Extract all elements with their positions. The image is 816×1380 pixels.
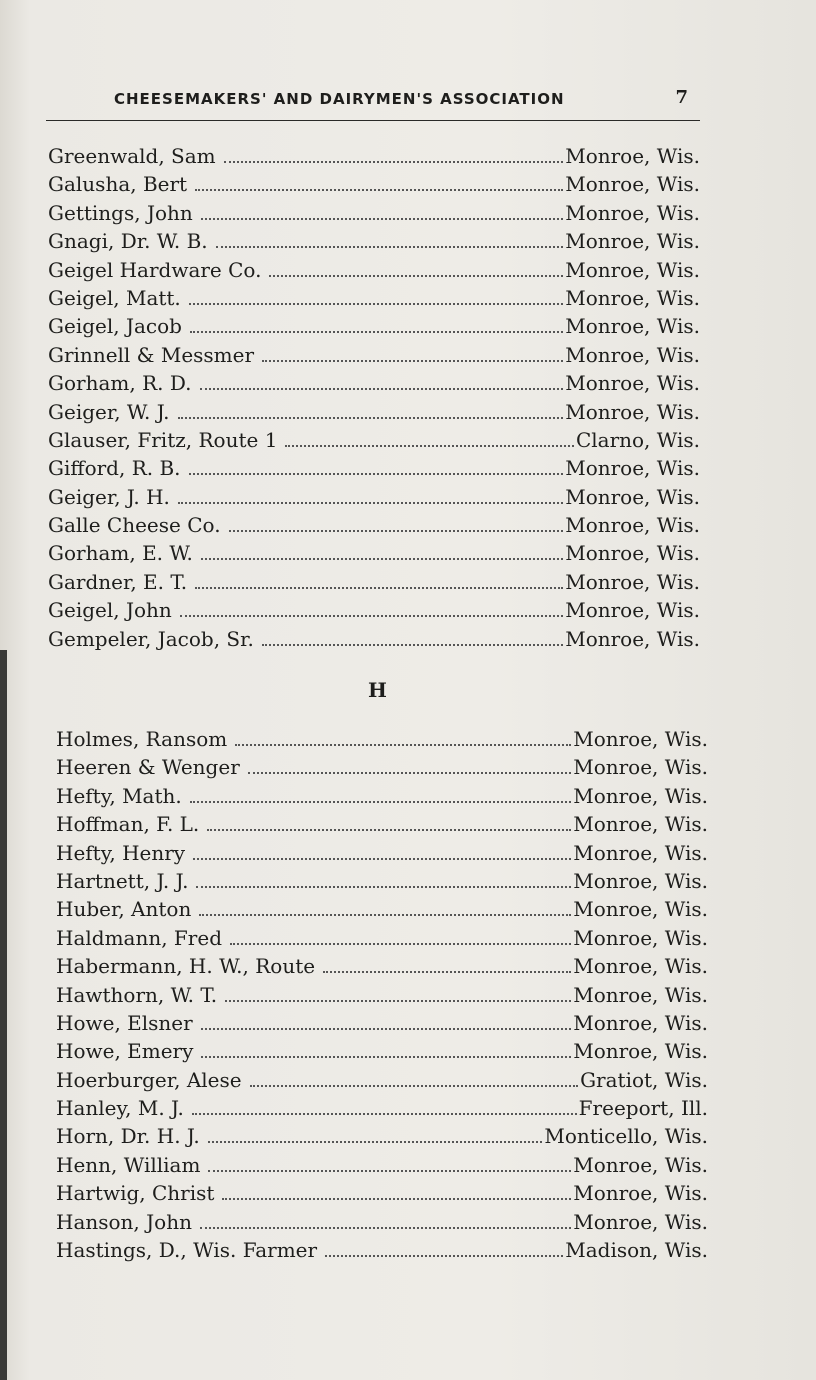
- list-item: [56, 810, 708, 838]
- dot-leader: [230, 942, 571, 945]
- dot-leader: [178, 416, 564, 419]
- dot-leader: [200, 387, 564, 390]
- list-item: [56, 839, 708, 867]
- member-place: Monroe, Wis.: [565, 144, 700, 168]
- member-place: Monroe, Wis.: [573, 812, 708, 837]
- section-h-list: [56, 725, 708, 1264]
- list-item: [48, 511, 700, 539]
- dot-leader: [216, 245, 564, 248]
- running-header: [46, 86, 700, 121]
- dot-leader: [248, 771, 571, 774]
- member-name: Hartnett, J. J.: [56, 868, 189, 893]
- dot-leader: [201, 1027, 572, 1030]
- dot-leader: [224, 160, 564, 163]
- member-name: Geiger, J. H.: [48, 484, 170, 509]
- list-item: [56, 924, 708, 952]
- dot-leader: [285, 444, 574, 447]
- member-name: Hefty, Henry: [56, 840, 186, 865]
- list-item: [48, 539, 700, 567]
- member-place: Monroe, Wis.: [573, 1181, 708, 1206]
- member-name: Hoerburger, Alese: [56, 1067, 242, 1092]
- member-name: Geiger, W. J.: [48, 399, 170, 424]
- member-place: Monroe, Wis.: [565, 257, 700, 282]
- member-name: Geigel Hardware Co.: [48, 257, 262, 282]
- member-name: Hanson, John: [56, 1209, 192, 1234]
- list-item: [48, 398, 700, 426]
- member-name: Galle Cheese Co.: [48, 513, 221, 538]
- member-place: Monroe, Wis.: [573, 1209, 708, 1234]
- member-place: Monroe, Wis.: [565, 371, 700, 396]
- member-place: Monroe, Wis.: [573, 925, 708, 950]
- member-place: Monroe, Wis.: [573, 727, 708, 751]
- list-item: [48, 454, 700, 482]
- member-place: Madison, Wis.: [565, 1238, 708, 1263]
- member-place: Monroe, Wis.: [565, 541, 700, 566]
- member-place: Monroe, Wis.: [565, 399, 700, 424]
- member-name: Gettings, John: [48, 200, 193, 225]
- page-edge-shadow: [0, 650, 7, 1380]
- list-item: [56, 1094, 708, 1122]
- dot-leader: [193, 857, 571, 860]
- member-name: Horn, Dr. H. J.: [56, 1124, 200, 1149]
- list-item: [48, 568, 700, 596]
- member-name: Gorham, R. D.: [48, 371, 192, 396]
- member-place: Monroe, Wis.: [573, 954, 708, 979]
- list-item: [56, 1151, 708, 1179]
- dot-leader: [208, 1140, 543, 1143]
- member-place: Monroe, Wis.: [573, 840, 708, 865]
- member-name: Hefty, Math.: [56, 783, 182, 808]
- dot-leader: [192, 1112, 577, 1115]
- member-name: Gempeler, Jacob, Sr.: [48, 626, 254, 651]
- member-place: Monroe, Wis.: [573, 1039, 708, 1064]
- header-title: CHEESEMAKERS' AND DAIRYMEN'S ASSOCIATION: [114, 90, 565, 108]
- dot-leader: [178, 501, 563, 504]
- dot-leader: [225, 999, 571, 1002]
- member-name: Geigel, Matt.: [48, 285, 181, 310]
- dot-leader: [262, 359, 563, 362]
- list-item: [48, 312, 700, 340]
- member-place: Monroe, Wis.: [565, 172, 700, 197]
- dot-leader: [235, 743, 571, 746]
- member-name: Hartwig, Christ: [56, 1181, 215, 1206]
- dot-leader: [250, 1084, 578, 1087]
- member-place: Monroe, Wis.: [565, 285, 700, 310]
- member-place: Freeport, Ill.: [578, 1096, 708, 1121]
- member-place: Monroe, Wis.: [565, 598, 700, 623]
- member-place: Monroe, Wis.: [565, 569, 700, 594]
- list-item: [56, 753, 708, 781]
- dot-leader: [189, 302, 563, 305]
- list-item: [56, 867, 708, 895]
- list-item: [48, 596, 700, 624]
- dot-leader: [199, 913, 571, 916]
- member-place: Monroe, Wis.: [573, 1010, 708, 1035]
- list-item: [48, 341, 700, 369]
- dot-leader: [201, 1055, 571, 1058]
- list-item: [56, 725, 708, 753]
- dot-leader: [190, 330, 563, 333]
- dot-leader: [325, 1254, 563, 1257]
- dot-leader: [195, 586, 563, 589]
- member-name: Hoffman, F. L.: [56, 812, 200, 837]
- member-name: Grinnell & Messmer: [48, 342, 255, 367]
- list-item: [56, 1236, 708, 1264]
- member-name: Greenwald, Sam: [48, 144, 216, 168]
- member-name: Gifford, R. B.: [48, 456, 181, 481]
- dot-leader: [207, 828, 571, 831]
- member-place: Monroe, Wis.: [565, 342, 700, 367]
- list-item: [48, 483, 700, 511]
- member-name: Glauser, Fritz, Route 1: [48, 427, 278, 452]
- dot-leader: [208, 1169, 571, 1172]
- member-name: Howe, Elsner: [56, 1010, 193, 1035]
- dot-leader: [262, 643, 563, 646]
- member-place: Monroe, Wis.: [573, 868, 708, 893]
- list-item: [48, 227, 700, 255]
- member-place: Monroe, Wis.: [565, 200, 700, 225]
- member-place: Monroe, Wis.: [573, 982, 708, 1007]
- list-item: [48, 256, 700, 284]
- member-place: Monroe, Wis.: [565, 229, 700, 254]
- list-item: [56, 1009, 708, 1037]
- list-item: [56, 981, 708, 1009]
- member-name: Hawthorn, W. T.: [56, 982, 218, 1007]
- member-name: Hanley, M. J.: [56, 1096, 184, 1121]
- dot-leader: [201, 557, 563, 560]
- member-place: Clarno, Wis.: [575, 427, 700, 452]
- list-item: [56, 782, 708, 810]
- dot-leader: [229, 529, 564, 532]
- member-name: Gnagi, Dr. W. B.: [48, 229, 208, 254]
- member-place: Monroe, Wis.: [565, 484, 700, 509]
- list-item: [48, 142, 700, 170]
- dot-leader: [180, 614, 563, 617]
- dot-leader: [269, 274, 563, 277]
- member-place: Monticello, Wis.: [544, 1124, 708, 1149]
- member-name: Howe, Emery: [56, 1039, 194, 1064]
- dot-leader: [200, 1226, 571, 1229]
- member-name: Geigel, John: [48, 598, 172, 623]
- dot-leader: [195, 188, 563, 191]
- list-item: [48, 199, 700, 227]
- list-item: [56, 1066, 708, 1094]
- member-name: Holmes, Ransom: [56, 727, 228, 751]
- member-name: Gorham, E. W.: [48, 541, 193, 566]
- member-place: Monroe, Wis.: [565, 513, 700, 538]
- section-g-list: [48, 142, 700, 653]
- list-item: [56, 1179, 708, 1207]
- member-place: Monroe, Wis.: [573, 1152, 708, 1177]
- member-name: Haldmann, Fred: [56, 925, 223, 950]
- member-place: Monroe, Wis.: [565, 626, 700, 651]
- list-item: [56, 952, 708, 980]
- member-place: Monroe, Wis.: [573, 783, 708, 808]
- list-item: [56, 1208, 708, 1236]
- member-place: Monroe, Wis.: [573, 897, 708, 922]
- list-item: [48, 426, 700, 454]
- dot-leader: [196, 885, 571, 888]
- dot-leader: [201, 217, 563, 220]
- member-place: Monroe, Wis.: [573, 755, 708, 780]
- member-name: Gardner, E. T.: [48, 569, 188, 594]
- member-name: Hastings, D., Wis. Farmer: [56, 1238, 318, 1263]
- member-name: Galusha, Bert: [48, 172, 188, 197]
- member-name: Habermann, H. W., Route: [56, 954, 316, 979]
- member-place: Monroe, Wis.: [565, 314, 700, 339]
- member-name: Heeren & Wenger: [56, 755, 240, 780]
- list-item: [56, 1122, 708, 1150]
- dot-leader: [189, 472, 564, 475]
- dot-leader: [190, 800, 571, 803]
- list-item: [56, 895, 708, 923]
- member-name: Geigel, Jacob: [48, 314, 182, 339]
- list-item: [56, 1037, 708, 1065]
- dot-leader: [323, 970, 571, 973]
- section-letter-h: H: [368, 678, 387, 702]
- list-item: [48, 369, 700, 397]
- dot-leader: [222, 1197, 571, 1200]
- member-name: Huber, Anton: [56, 897, 192, 922]
- list-item: [48, 284, 700, 312]
- member-name: Henn, William: [56, 1152, 201, 1177]
- list-item: [48, 170, 700, 198]
- member-place: Monroe, Wis.: [565, 456, 700, 481]
- list-item: [48, 625, 700, 653]
- member-place: Gratiot, Wis.: [580, 1067, 708, 1092]
- page-number: 7: [675, 87, 688, 108]
